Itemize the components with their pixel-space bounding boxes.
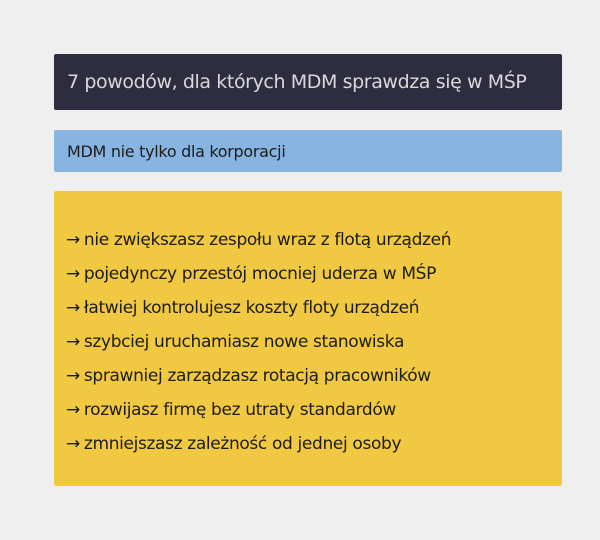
subtitle-banner bbox=[54, 130, 562, 172]
reasons-panel bbox=[54, 191, 562, 486]
reason-item bbox=[66, 291, 562, 325]
reason-text: szybciej uruchamiasz nowe stanowiska bbox=[83, 332, 405, 352]
reason-text: zmniejszasz zależność od jednej osoby bbox=[83, 434, 402, 454]
arrow-right-icon: → bbox=[66, 332, 80, 352]
reason-item bbox=[66, 325, 562, 359]
reason-text: łatwiej kontrolujesz koszty floty urządzeń bbox=[83, 298, 420, 318]
arrow-right-icon: → bbox=[66, 434, 80, 454]
arrow-right-icon: → bbox=[66, 366, 80, 386]
reason-item bbox=[66, 223, 562, 257]
arrow-right-icon: → bbox=[66, 264, 80, 284]
reason-item bbox=[66, 359, 562, 393]
reason-text: sprawniej zarządzasz rotacją pracowników bbox=[83, 366, 431, 386]
section-subtitle: MDM nie tylko dla korporacji bbox=[67, 141, 286, 161]
arrow-right-icon: → bbox=[66, 230, 80, 250]
page-title: 7 powodów, dla których MDM sprawdza się w MŚP bbox=[67, 71, 527, 93]
arrow-right-icon: → bbox=[66, 298, 80, 318]
arrow-right-icon: → bbox=[66, 400, 80, 420]
reason-item bbox=[66, 427, 562, 461]
reason-text: rozwijasz firmę bez utraty standardów bbox=[83, 400, 396, 420]
reason-item bbox=[66, 393, 562, 427]
reason-text: pojedynczy przestój mocniej uderza w MŚP bbox=[83, 264, 437, 284]
title-banner bbox=[54, 54, 562, 110]
reason-list bbox=[66, 223, 562, 461]
reason-item bbox=[66, 257, 562, 291]
reason-text: nie zwiększasz zespołu wraz z flotą urządzeń bbox=[83, 230, 452, 250]
